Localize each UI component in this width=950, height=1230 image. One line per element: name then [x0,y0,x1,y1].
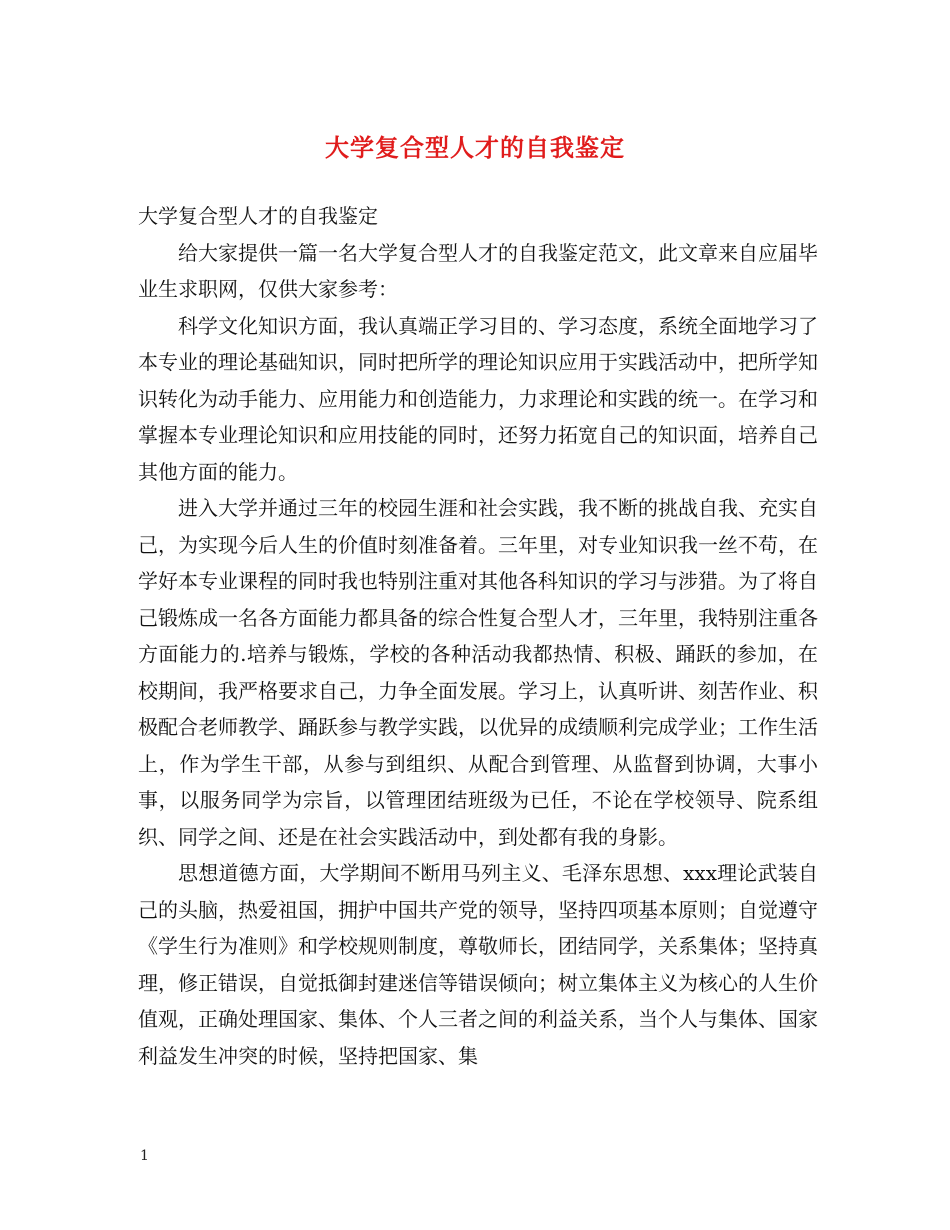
document-subtitle: 大学复合型人才的自我鉴定 [138,204,378,228]
document-body [138,198,818,1074]
document-title: 大学复合型人才的自我鉴定 [325,133,625,162]
paragraph-growth: 进入大学并通过三年的校园生涯和社会实践，我不断的挑战自我、充实自己，为实现今后人生的价值时刻准备着。三年里，对专业知识我一丝不苟，在学好本专业课程的同时我也特别注重对其他各科知识的学习与涉猎。为了将自己锻炼成一名各方面能力都具备的综合性复合型人才，三年里，我特别注重各方面能力的.培养与锻炼，学校的各种活动我都热情、积极、踊跃的参加，在校期间，我严格要求自己，力争全面发展。学习上，认真听讲、刻苦作业、积极配合老师教学、踊跃参与教学实践，以优异的成绩顺利完成学业；工作生活上，作为学生干部，从参与到组织、从配合到管理、从监督到协调，大事小事，以服务同学为宗旨，以管理团结班级为已任，不论在学校领导、院系组织、同学之间、还是在社会实践活动中，到处都有我的身影。 [138,496,818,849]
paragraph-knowledge: 科学文化知识方面，我认真端正学习目的、学习态度，系统全面地学习了本专业的理论基础知识，同时把所学的理论知识应用于实践活动中，把所学知识转化为动手能力、应用能力和创造能力，力求理论和实践的统一。在学习和掌握本专业理论知识和应用技能的同时，还努力拓宽自己的知识面，培养自己其他方面的能力。 [138,313,818,484]
paragraph-morality: 思想道德方面，大学期间不断用马列主义、毛泽东思想、xxx理论武装自己的头脑，热爱祖国，拥护中国共产党的领导，坚持四项基本原则；自觉遵守《学生行为准则》和学校规则制度，尊敬师长，团结同学，关系集体；坚持真理，修正错误，自觉抵御封建迷信等错误倾向；树立集体主义为核心的人生价值观，正确处理国家、集体、个人三者之间的利益关系，当个人与集体、国家利益发生冲突的时候，坚持把国家、集 [138,861,818,1068]
paragraph-intro: 给大家提供一篇一名大学复合型人才的自我鉴定范文，此文章来自应届毕业生求职网，仅供大家参考： [138,240,818,301]
page-number: 1 [140,1148,149,1164]
